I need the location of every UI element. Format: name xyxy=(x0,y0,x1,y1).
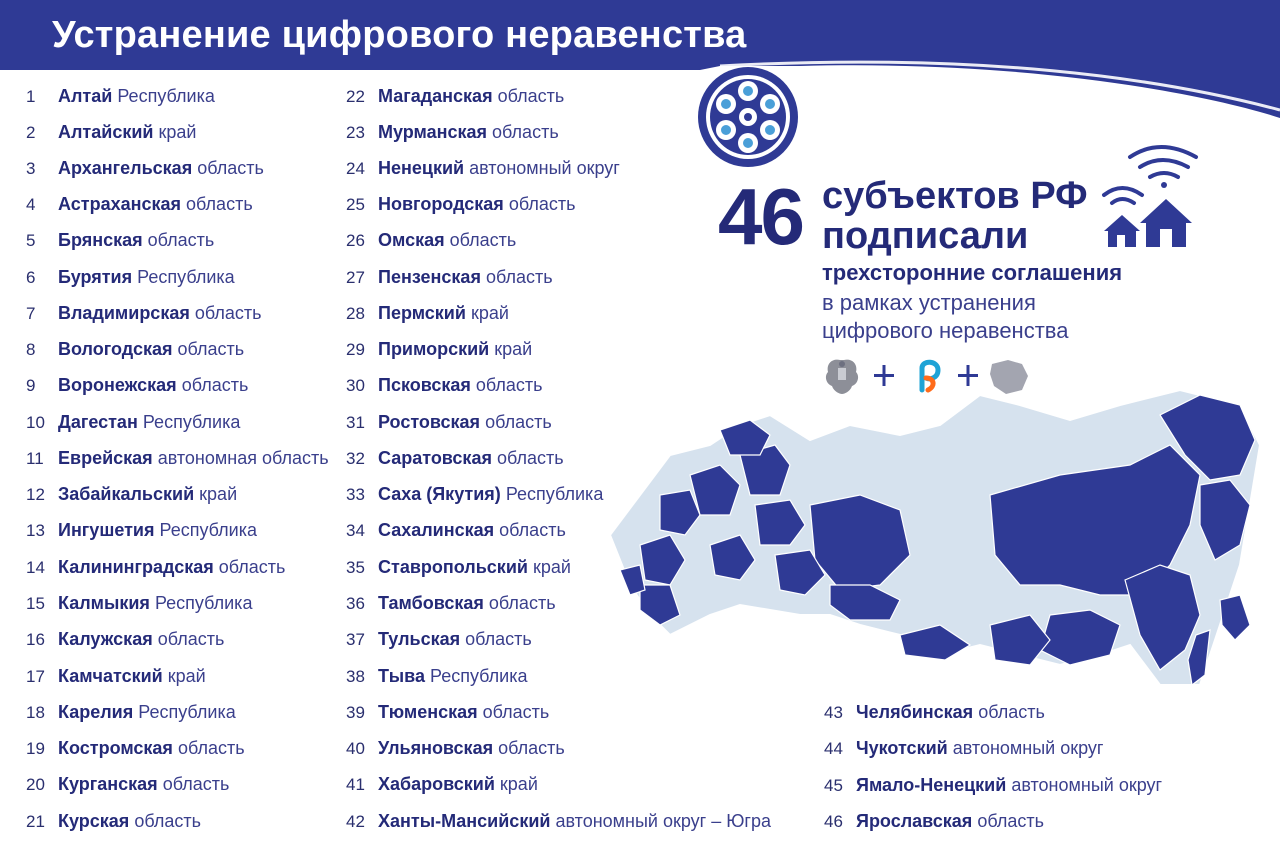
region-type: край xyxy=(494,339,533,359)
region-type: область xyxy=(465,629,532,649)
fiber-cable-icon xyxy=(696,65,800,169)
region-name: Тамбовская xyxy=(378,593,484,613)
region-type: область xyxy=(147,230,215,250)
region-number: 15 xyxy=(26,594,45,613)
list-item xyxy=(346,700,549,724)
region-type: Республика xyxy=(429,666,528,686)
list-item xyxy=(346,555,571,579)
list-item xyxy=(346,337,532,361)
list-item xyxy=(346,772,538,796)
region-name: Новгородская xyxy=(378,194,504,214)
region-type: область xyxy=(492,122,559,142)
region-name: Приморский xyxy=(378,339,490,359)
region-number: 17 xyxy=(26,667,45,686)
region-type: область xyxy=(498,738,565,758)
plus-icon xyxy=(958,365,978,386)
region-type: Республика xyxy=(137,267,235,287)
region-number: 5 xyxy=(26,231,36,250)
region-type: область xyxy=(186,194,253,214)
region-name: Ханты-Мансийский xyxy=(378,811,551,831)
region-type: край xyxy=(167,666,206,686)
region-type: область xyxy=(177,738,245,758)
list-item xyxy=(346,120,559,144)
list-item xyxy=(26,192,253,216)
list-item xyxy=(346,84,564,108)
region-number: 23 xyxy=(346,123,365,142)
region-name: Ненецкий xyxy=(378,158,465,178)
region-type: область xyxy=(181,375,249,395)
region-type: Республика xyxy=(154,593,253,613)
region-name: Курганская xyxy=(58,774,158,794)
region-number: 3 xyxy=(26,159,36,178)
list-item xyxy=(824,773,1162,797)
list-item xyxy=(346,265,553,289)
region-number: 12 xyxy=(26,485,45,504)
region-name: Пензенская xyxy=(378,267,481,287)
region-type: край xyxy=(532,557,571,577)
list-item xyxy=(346,446,564,470)
region-number: 10 xyxy=(26,413,45,432)
region-number: 43 xyxy=(824,703,843,722)
headline-line-4: в рамках устранения xyxy=(822,290,1036,315)
region-name: Брянская xyxy=(58,230,143,250)
region-name: Ингушетия xyxy=(58,520,155,540)
region-type: область xyxy=(162,774,230,794)
region-name: Камчатский xyxy=(58,666,163,686)
region-number: 39 xyxy=(346,703,365,722)
list-item xyxy=(346,591,556,615)
list-item xyxy=(26,772,229,796)
region-name: Челябинская xyxy=(856,702,974,722)
list-item xyxy=(824,809,1044,833)
plus-icon xyxy=(874,365,894,386)
region-type: автономный округ xyxy=(952,738,1104,758)
list-item xyxy=(26,84,215,108)
region-number: 14 xyxy=(26,558,45,577)
region-name: Тыва xyxy=(378,666,425,686)
list-item xyxy=(346,664,528,688)
region-name: Карелия xyxy=(58,702,134,722)
region-name: Пермский xyxy=(378,303,466,323)
region-number: 16 xyxy=(26,630,45,649)
list-item xyxy=(26,337,244,361)
region-name: Тюменская xyxy=(378,702,478,722)
list-item xyxy=(26,700,236,724)
list-item xyxy=(26,120,196,144)
region-number: 1 xyxy=(26,87,36,106)
region-name: Ставропольский xyxy=(378,557,528,577)
region-type: область xyxy=(977,811,1044,831)
list-item xyxy=(346,156,620,180)
region-type: Республика xyxy=(142,412,241,432)
list-item xyxy=(346,482,603,506)
list-item xyxy=(26,591,252,615)
list-item xyxy=(26,265,235,289)
region-name: Омская xyxy=(378,230,445,250)
headline-line-3: трехсторонние соглашения xyxy=(822,260,1123,285)
region-type: область xyxy=(485,267,553,287)
list-item xyxy=(26,446,329,470)
russia-map xyxy=(600,385,1270,705)
list-item xyxy=(346,301,509,325)
region-number: 25 xyxy=(346,195,365,214)
region-number: 44 xyxy=(824,739,843,758)
region-name: Магаданская xyxy=(378,86,493,106)
region-number: 8 xyxy=(26,340,36,359)
headline-number: 46 xyxy=(718,172,803,261)
region-name: Костромская xyxy=(58,738,173,758)
list-item xyxy=(26,301,262,325)
region-number: 42 xyxy=(346,812,365,831)
region-name: Тульская xyxy=(378,629,461,649)
region-number: 35 xyxy=(346,558,365,577)
list-item xyxy=(26,373,248,397)
region-type: область xyxy=(194,303,262,323)
wifi-house-icon xyxy=(1100,143,1200,253)
region-type: область xyxy=(499,520,566,540)
list-item xyxy=(26,736,245,760)
region-name: Саратовская xyxy=(378,448,492,468)
region-name: Алтай xyxy=(58,86,113,106)
region-type: край xyxy=(158,122,197,142)
region-type: область xyxy=(449,230,517,250)
region-name: Бурятия xyxy=(58,267,133,287)
region-number: 7 xyxy=(26,304,36,323)
list-item xyxy=(346,736,565,760)
region-number: 13 xyxy=(26,521,45,540)
region-name: Ульяновская xyxy=(378,738,494,758)
region-number: 19 xyxy=(26,739,45,758)
region-name: Калининградская xyxy=(58,557,214,577)
list-item xyxy=(26,555,285,579)
region-number: 40 xyxy=(346,739,365,758)
region-number: 34 xyxy=(346,521,365,540)
list-item xyxy=(26,627,224,651)
list-item xyxy=(824,736,1103,760)
region-type: Республика xyxy=(159,520,258,540)
list-item xyxy=(26,410,240,434)
list-item xyxy=(346,518,566,542)
region-name: Саха (Якутия) xyxy=(378,484,501,504)
region-name: Ярославская xyxy=(856,811,973,831)
region-type: автономный округ xyxy=(1011,775,1163,795)
region-type: область xyxy=(497,86,565,106)
page-title: Устранение цифрового неравенства xyxy=(52,14,747,56)
region-type: Республика xyxy=(138,702,236,722)
list-item xyxy=(26,809,201,833)
region-name: Архангельская xyxy=(58,158,193,178)
region-name: Псковская xyxy=(378,375,471,395)
region-number: 36 xyxy=(346,594,365,613)
region-number: 32 xyxy=(346,449,365,468)
region-number: 45 xyxy=(824,776,843,795)
region-type: область xyxy=(177,339,245,359)
list-item xyxy=(346,627,532,651)
region-number: 4 xyxy=(26,195,36,214)
headline-line-5: цифрового неравенства xyxy=(822,318,1069,343)
region-number: 9 xyxy=(26,376,36,395)
region-name: Калмыкия xyxy=(58,593,150,613)
region-number: 2 xyxy=(26,123,36,142)
region-name: Еврейская xyxy=(58,448,153,468)
region-type: область xyxy=(508,194,576,214)
region-number: 33 xyxy=(346,485,365,504)
region-type: область xyxy=(157,629,225,649)
region-type: Республика xyxy=(117,86,215,106)
region-name: Калужская xyxy=(58,629,153,649)
region-number: 41 xyxy=(346,775,365,794)
list-item xyxy=(346,373,543,397)
region-type: область xyxy=(218,557,286,577)
region-number: 11 xyxy=(26,449,44,468)
region-number: 26 xyxy=(346,231,365,250)
region-type: область xyxy=(488,593,556,613)
headline-line-2: подписали xyxy=(822,215,1029,257)
region-number: 38 xyxy=(346,667,365,686)
region-number: 28 xyxy=(346,304,365,323)
region-name: Забайкальский xyxy=(58,484,195,504)
list-item xyxy=(346,809,771,833)
region-number: 24 xyxy=(346,159,365,178)
region-name: Ростовская xyxy=(378,412,481,432)
region-name: Хабаровский xyxy=(378,774,495,794)
region-name: Курская xyxy=(58,811,130,831)
list-item xyxy=(26,156,264,180)
list-item xyxy=(346,228,516,252)
region-number: 46 xyxy=(824,812,843,831)
region-name: Сахалинская xyxy=(378,520,495,540)
region-number: 27 xyxy=(346,268,365,287)
region-number: 37 xyxy=(346,630,365,649)
region-number: 18 xyxy=(26,703,45,722)
region-type: край xyxy=(470,303,509,323)
region-name: Владимирская xyxy=(58,303,190,323)
region-name: Дагестан xyxy=(58,412,138,432)
region-type: область xyxy=(485,412,552,432)
region-number: 20 xyxy=(26,775,45,794)
region-number: 31 xyxy=(346,413,365,432)
region-number: 21 xyxy=(26,812,45,831)
region-name: Чукотский xyxy=(856,738,948,758)
list-item xyxy=(26,228,214,252)
list-item xyxy=(26,482,237,506)
region-type: область xyxy=(496,448,564,468)
region-number: 30 xyxy=(346,376,365,395)
region-number: 6 xyxy=(26,268,36,287)
region-type: автономный округ – Югра xyxy=(555,811,772,831)
region-type: область xyxy=(482,702,550,722)
region-name: Ямало-Ненецкий xyxy=(856,775,1007,795)
region-name: Вологодская xyxy=(58,339,173,359)
list-item xyxy=(26,664,206,688)
region-type: область xyxy=(978,702,1045,722)
region-number: 29 xyxy=(346,340,365,359)
region-type: область xyxy=(475,375,543,395)
region-name: Астраханская xyxy=(58,194,182,214)
headline-line-1: субъектов РФ xyxy=(822,175,1088,217)
region-name: Мурманская xyxy=(378,122,488,142)
region-type: автономный округ xyxy=(469,158,620,178)
region-type: область xyxy=(134,811,201,831)
region-type: край xyxy=(499,774,538,794)
region-type: автономная область xyxy=(157,448,329,468)
region-type: край xyxy=(199,484,238,504)
list-item xyxy=(26,518,257,542)
region-type: Республика xyxy=(505,484,604,504)
region-name: Воронежская xyxy=(58,375,177,395)
region-type: область xyxy=(197,158,264,178)
list-item xyxy=(346,410,552,434)
region-number: 22 xyxy=(346,87,365,106)
list-item xyxy=(346,192,575,216)
region-name: Алтайский xyxy=(58,122,154,142)
